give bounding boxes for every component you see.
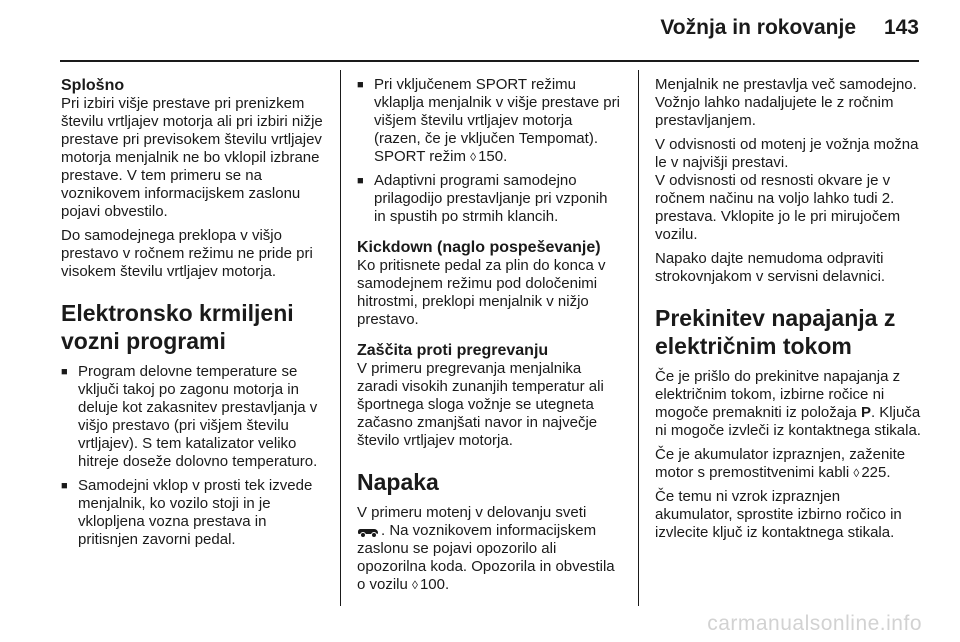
- list-item: ■ Pri vključenem SPORT režimu vklaplja menjalnik v višje prestave pri višjem številu vrtljajev motorja (razen, če je vključen Tempomat). SPORT režim ◊ 150.: [357, 76, 623, 166]
- paragraph-overheat: V primeru pregrevanja menjalnika zaradi visokih zunanjih temperatur ali športnega sloga vožnje se utegneta začasno zmanjšati navor in največje število vrtljajev motorja.: [357, 360, 604, 449]
- page-ref-icon: ◊: [470, 150, 477, 164]
- program-list: [61, 363, 327, 549]
- heading-napaka: Napaka: [357, 469, 439, 495]
- heading-overheat-protection: Zaščita proti pregrevanju: [357, 342, 549, 359]
- list-item: ■ Program delovne temperature se vključi takoj po zagonu motorja in deluje kot zakasnitev prestavljanja v višjo prestavo (pri višjem številu vrtljajev). S tem katalizator veliko hitreje doseže dolovno temperaturo.: [61, 363, 327, 471]
- car-warning-icon: [357, 526, 379, 536]
- paragraph-kickdown: Ko pritisnete pedal za plin do konca v samodejnem režimu pod določenimi hitrostmi, preklopi menjalnik v nižjo prestavo.: [357, 257, 606, 328]
- page-ref-icon: ◊: [412, 578, 418, 592]
- heading-splosno: Splošno: [61, 77, 125, 94]
- paragraph-manual-upshift: Do samodejnega preklopa v višjo prestavo v ročnem režimu ne pride pri visokem številu vrtljajev motorja.: [61, 227, 313, 280]
- watermark: carmanualsonline.info: [707, 612, 922, 635]
- column-divider-2: [638, 70, 639, 606]
- paragraph-power-loss: Če je prišlo do prekinitve napajanja z električnim tokom, izbirne ročice ni mogoče premakniti iz položaja P. Ključa ni mogoče izvleči iz kontaktnega stikala.: [655, 368, 921, 439]
- paragraph-fault: V primeru motenj v delovanju sveti . Na voznikovem informacijskem zaslonu se pojavi opozorilo ali opozorilna koda. Opozorila in obvestila o vozilu ◊ 100.: [357, 504, 615, 593]
- page-ref-link[interactable]: 225.: [861, 464, 891, 481]
- list-item: ■ Adaptivni programi samodejno prilagodijo prestavljanje pri vzponih in spustih po strmih klancih.: [357, 172, 623, 226]
- page-ref-link[interactable]: 100.: [419, 576, 450, 593]
- column-3: [655, 76, 921, 548]
- paragraph-service: Napako dajte nemudoma odpraviti strokovnjakom v servisni delavnici.: [655, 250, 886, 285]
- page-number: 143: [883, 16, 919, 39]
- column-1: [61, 76, 327, 555]
- paragraph-gear-selection: Pri izbiri višje prestave pri prenizkem številu vrtljajev motorja ali pri izbiri nižje prestave pri previsokem številu vrtljajev motorja menjalnik ne bo vklopil izbrane prestave. V tem primeru se na voznikovem informacijskem zaslonu pojavi obvestilo.: [61, 95, 323, 220]
- column-2: [357, 76, 623, 600]
- paragraph-manual-only: Menjalnik ne prestavlja več samodejno. Vožnjo lahko nadaljujete le z ročnim prestavljanjem.: [655, 76, 917, 129]
- paragraph-fault-gears: V odvisnosti od motenj je vožnja možna le v najvišji prestavi. V odvisnosti od resnosti okvare je v ročnem načinu na voljo lahko tudi 2. prestava. Vklopite jo le pri mirujočem vozilu.: [655, 136, 919, 243]
- column-divider-1: [340, 70, 341, 606]
- page-ref-icon: ◊: [853, 466, 860, 480]
- page-header: [0, 0, 960, 60]
- heading-power-interruption: Prekinitev napajanja z električnim tokom: [655, 305, 896, 359]
- heading-kickdown: Kickdown (naglo pospeševanje): [357, 239, 601, 256]
- list-item: ■ Samodejni vklop v prosti tek izvede menjalnik, ko vozilo stoji in je vklopljena vozna prestava in pritisnjen zavorni pedal.: [61, 477, 327, 549]
- section-title: Vožnja in rokovanje: [660, 16, 856, 39]
- paragraph-release-lever: Če temu ni vzrok izpraznjen akumulator, sprostite izbirno ročico in izvlecite ključ iz kontaktnega stikala.: [655, 488, 902, 541]
- page-ref-link[interactable]: 150.: [478, 148, 508, 165]
- paragraph-jump-start: Če je akumulator izpraznjen, zaženite motor s premostitvenimi kabli ◊ 225.: [655, 446, 906, 481]
- program-list-continued: [357, 76, 623, 226]
- heading-electronic-programs: Elektronsko krmiljeni vozni programi: [61, 300, 294, 354]
- header-rule: [60, 60, 919, 62]
- gear-p-label: P: [860, 404, 871, 421]
